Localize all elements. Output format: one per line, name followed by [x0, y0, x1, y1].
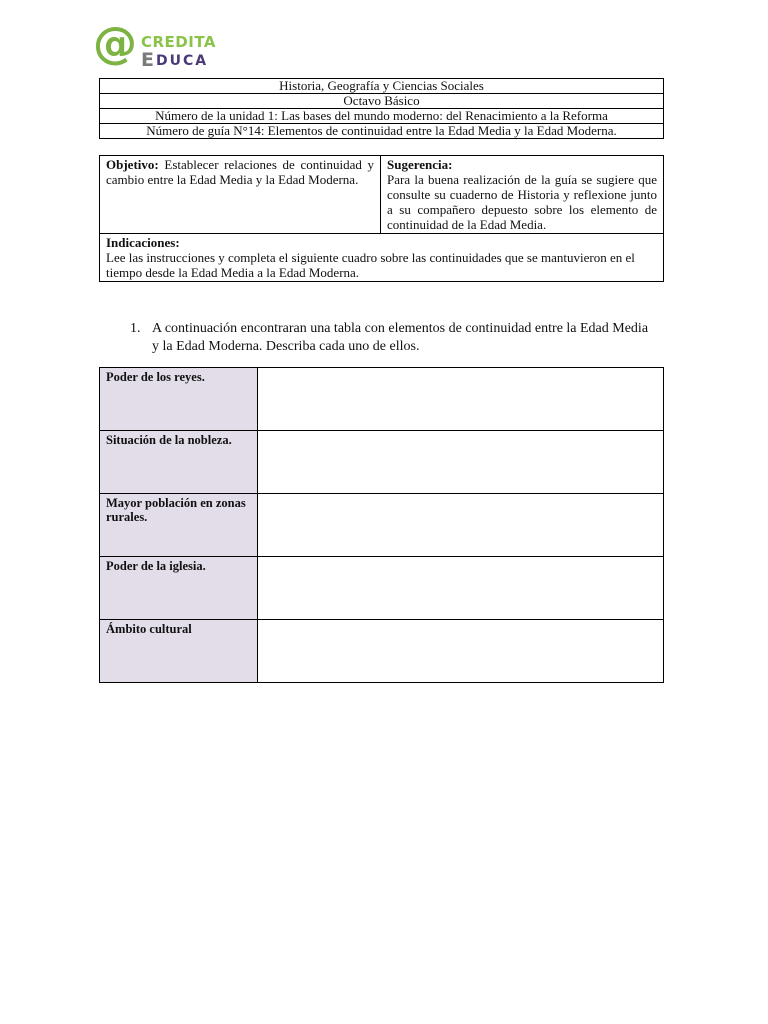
unit-title: Número de la unidad 1: Las bases del mundo moderno: del Renacimiento a la Reforma — [100, 109, 664, 124]
instruction-number: 1. — [130, 321, 141, 336]
objective-cell — [100, 156, 381, 234]
table-row — [100, 494, 664, 557]
answer-cell[interactable] — [258, 494, 664, 557]
table-row — [100, 368, 664, 431]
suggestion-cell — [381, 156, 664, 234]
subject-title: Historia, Geografía y Ciencias Sociales — [100, 79, 664, 94]
logo-educa-initial: E — [141, 49, 154, 71]
row-label: Poder de la iglesia. — [100, 557, 258, 620]
instruction-text: A continuación encontraran una tabla con elementos de continuidad entre la Edad Media y la Edad Moderna. Describa cada uno de ellos. — [152, 321, 649, 354]
answer-cell[interactable] — [258, 431, 664, 494]
objective-label: Objetivo: — [106, 157, 159, 172]
objective-text: Establecer relaciones de continuidad y cambio entre la Edad Media y la Edad Moderna. — [106, 157, 374, 187]
indications-cell — [100, 234, 664, 282]
table-row — [100, 620, 664, 683]
suggestion-label: Sugerencia: — [387, 157, 453, 172]
header-table — [99, 78, 664, 139]
logo-at-symbol: @ — [93, 18, 137, 69]
suggestion-text: Para la buena realización de la guía se sugiere que consulte su cuaderno de Historia y reflexione junto a su compañero depuesto sobre los elemento de continuidad de la Edad Media. — [387, 172, 657, 232]
grade-title: Octavo Básico — [100, 94, 664, 109]
objective-table — [99, 155, 664, 282]
row-label: Mayor población en zonas rurales. — [100, 494, 258, 557]
logo-credita-text: CREDITA — [141, 33, 217, 51]
row-label: Situación de la nobleza. — [100, 431, 258, 494]
answer-cell[interactable] — [258, 557, 664, 620]
answer-cell[interactable] — [258, 620, 664, 683]
indications-text: Lee las instrucciones y completa el siguiente cuadro sobre las continuidades que se mantuvieron en el tiempo desde la Edad Media a la Edad Moderna. — [106, 250, 635, 280]
table-row — [100, 557, 664, 620]
credita-educa-logo — [93, 18, 217, 72]
row-label: Ámbito cultural — [100, 620, 258, 683]
answer-cell[interactable] — [258, 368, 664, 431]
guide-title: Número de guía N°14: Elementos de continuidad entre la Edad Media y la Edad Moderna. — [100, 124, 664, 139]
logo-educa-text: DUCA — [156, 53, 209, 69]
indications-label: Indicaciones: — [106, 235, 180, 250]
row-label: Poder de los reyes. — [100, 368, 258, 431]
continuity-table — [99, 367, 664, 683]
table-row — [100, 431, 664, 494]
